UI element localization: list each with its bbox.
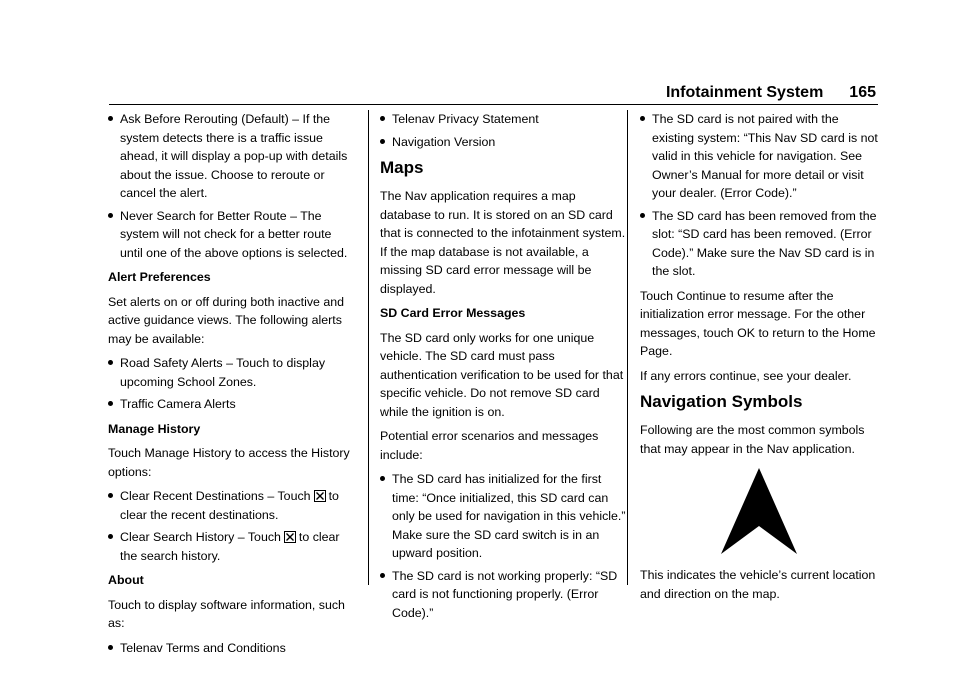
page-number: 165 (849, 84, 876, 101)
column-divider (627, 110, 628, 585)
list-item: Telenav Terms and Conditions (108, 639, 354, 658)
page-header (656, 84, 876, 102)
about-list (108, 639, 354, 658)
sd-error-heading: SD Card Error Messages (380, 306, 526, 320)
navigation-symbols-heading: Navigation Symbols (640, 392, 803, 411)
list-item: The SD card has initialized for the first time: “Once initialized, this SD card can only be used for navigation in this vehicle.” Make sure the SD card switch is in an upward position. (380, 470, 626, 563)
scenarios-text: Potential error scenarios and messages include: (380, 429, 599, 462)
scenarios-list (380, 470, 626, 622)
manage-history-text: Touch Manage History to access the History options: (108, 446, 350, 479)
list-item: The SD card is not working properly: “SD card is not functioning properly. (Error Code).” (380, 567, 626, 623)
about-text: Touch to display software information, such as: (108, 597, 345, 630)
maps-text: The Nav application requires a map database to run. It is stored on an SD card that is connected to the infotainment system. If the map database is not available, a missing SD card error message will be displayed. (380, 189, 626, 296)
section-title: Infotainment System (665, 84, 824, 101)
sd-error-text: The SD card only works for one unique vehicle. The SD card must pass authentication verification to be used for that specific vehicle. Do not remove SD card while the ignition is on. (380, 330, 624, 419)
list-item (108, 528, 354, 565)
list-item-text: Clear Recent Destinations – Touch (120, 489, 311, 503)
list-item-text: to clear the recent destinations. (120, 489, 339, 522)
navigation-symbols-text: Following are the most common symbols that may appear in the Nav application. (640, 423, 865, 456)
list-item: Ask Before Rerouting (Default) – If the system detects there is a traffic issue ahead, it will display a pop-up with details about the issue. Choose to reroute or cancel the alert. (108, 110, 354, 203)
maps-heading: Maps (380, 158, 424, 177)
list-item-text: Clear Search History – Touch (120, 530, 281, 544)
reroute-options-list (108, 110, 354, 262)
column-left (108, 110, 354, 663)
dealer-text: If any errors continue, see your dealer. (640, 368, 852, 383)
history-options-list (108, 487, 354, 565)
symbol-figure (640, 468, 878, 554)
list-item: Road Safety Alerts – Touch to display upcoming School Zones. (108, 354, 354, 391)
alerts-list (108, 354, 354, 414)
scenarios-list-continued (640, 110, 878, 281)
alert-preferences-text: Set alerts on or off during both inactive and active guidance views. The following alerts may be available: (108, 294, 345, 346)
column-middle (380, 110, 626, 628)
about-list-continued (380, 110, 626, 151)
list-item (108, 487, 354, 524)
alert-preferences-heading: Alert Preferences (108, 270, 211, 284)
clear-x-icon (314, 490, 326, 502)
column-divider (368, 110, 369, 585)
list-item: Traffic Camera Alerts (108, 395, 354, 414)
list-item: The SD card is not paired with the existing system: “This Nav SD card is not valid in this vehicle for navigation. See Owner’s Manual for more detail or visit your dealer. (Error Code).” (640, 110, 878, 203)
list-item: Navigation Version (380, 133, 626, 152)
header-rule (109, 104, 878, 105)
vehicle-location-arrow-icon (721, 468, 797, 554)
list-item-text: to clear the search history. (120, 530, 340, 563)
about-heading: About (108, 573, 144, 587)
continue-text: Touch Continue to resume after the initialization error message. For the other messages, touch OK to return to the Home Page. (640, 288, 876, 358)
list-item: Never Search for Better Route – The system will not check for a better route until one of the above options is selected. (108, 207, 354, 263)
manage-history-heading: Manage History (108, 421, 201, 436)
list-item: Telenav Privacy Statement (380, 110, 626, 129)
list-item: The SD card has been removed from the slot: “SD card has been removed. (Error Code).” Make sure the Nav SD card is in the slot. (640, 207, 878, 281)
clear-x-icon (284, 531, 296, 543)
symbol-caption: This indicates the vehicle’s current location and direction on the map. (640, 568, 876, 601)
column-right (640, 110, 878, 609)
